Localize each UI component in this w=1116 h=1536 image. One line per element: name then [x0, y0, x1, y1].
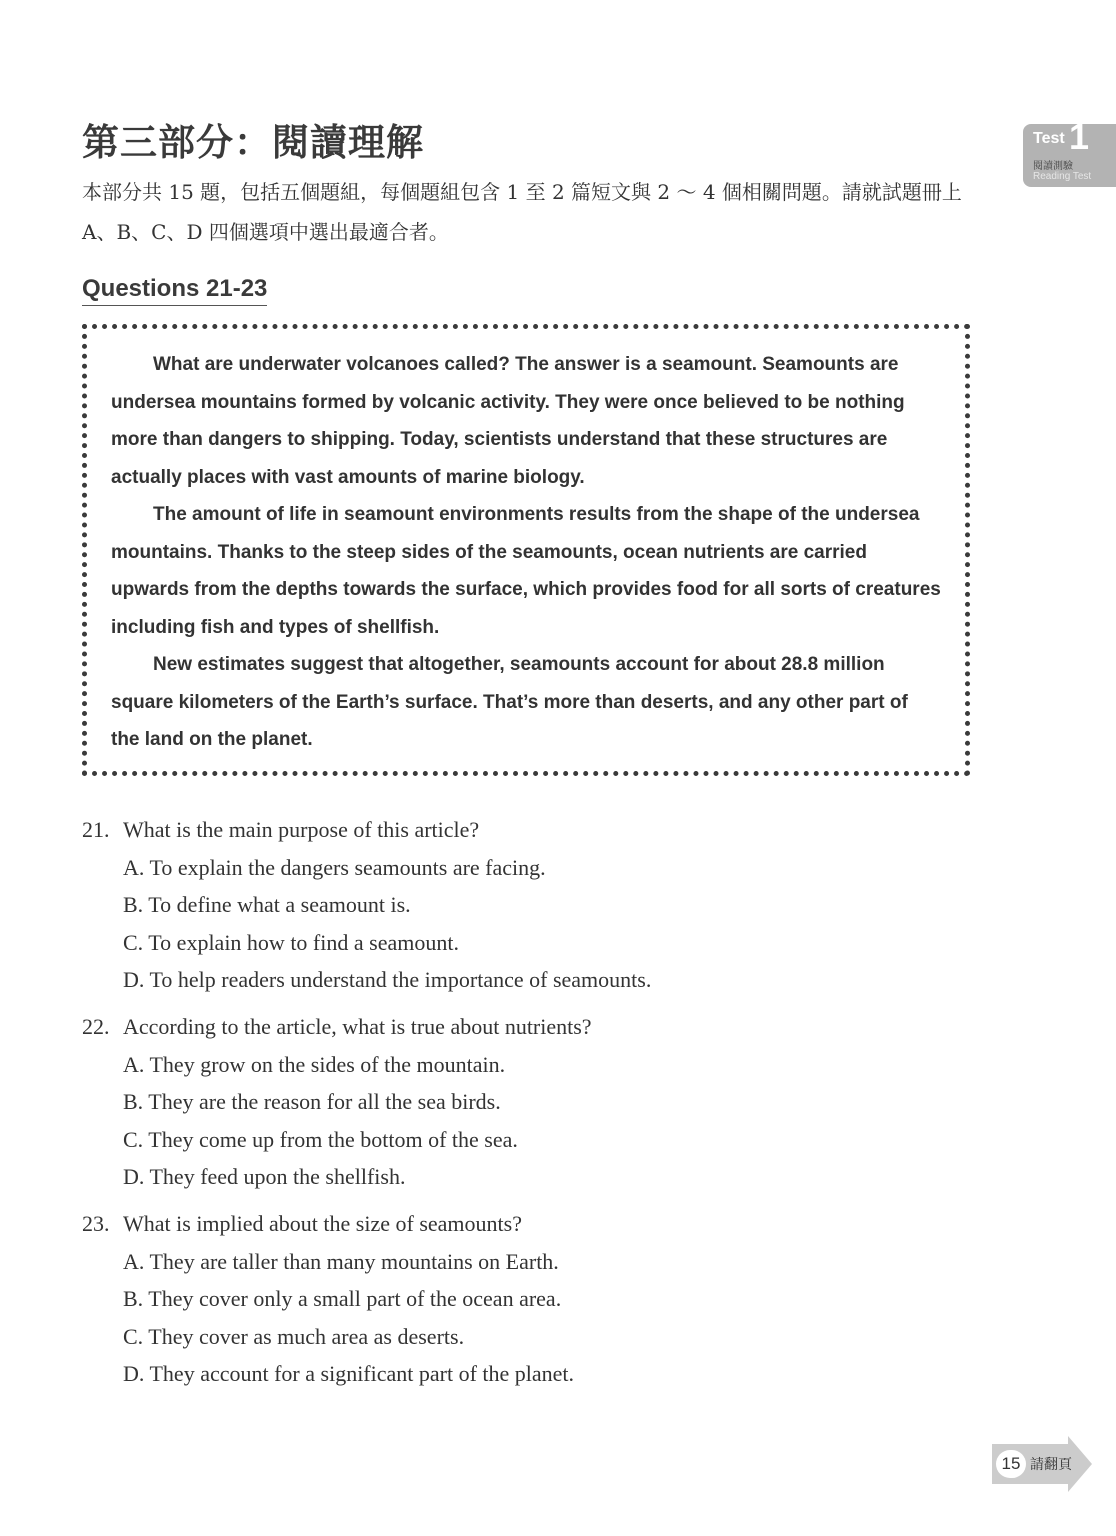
test-side-tab — [1023, 116, 1116, 187]
question-list — [82, 811, 882, 1402]
question-number: 23. — [82, 1211, 110, 1236]
answer-option: C. They come up from the bottom of the sea. — [123, 1126, 518, 1152]
answer-option: B. They cover only a small part of the ocean area. — [123, 1286, 562, 1311]
answer-option: B. They are the reason for all the sea birds. — [123, 1089, 501, 1114]
answer-option: B. To define what a seamount is. — [123, 892, 411, 917]
passage-paragraph: What are underwater volcanoes called? The answer is a seamount. Seamounts are undersea mountains formed by volcanic activity. They were once believed to be nothing more than dangers to shipping. Today, scientists understand that these structures are actually places with vast amounts of marine biology. — [111, 354, 905, 488]
question-22 — [82, 1008, 882, 1196]
question-text: What is implied about the size of seamounts? — [123, 1211, 522, 1236]
question-stem — [82, 1008, 882, 1046]
turn-page-label: 請翻頁 — [1030, 1457, 1072, 1473]
question-23 — [82, 1205, 882, 1393]
answer-option: A. They grow on the sides of the mountain. — [123, 1051, 506, 1077]
question-text: What is the main purpose of this article? — [123, 817, 480, 842]
question-stem — [82, 811, 882, 849]
section-instructions: 本部分共 15 題，包括五個題組，每個題組包含 1 至 2 篇短文與 2 ～ 4 個相關問題。請就試題冊上 A、B、C、D 四個選項中選出最適合者。 — [82, 180, 962, 244]
question-21 — [82, 811, 882, 999]
answer-option: D. To help readers understand the importance of seamounts. — [123, 967, 652, 992]
question-stem — [82, 1205, 882, 1243]
question-number: 22. — [82, 1014, 110, 1039]
answer-option: D. They feed upon the shellfish. — [123, 1164, 406, 1189]
answer-option: C. To explain how to find a seamount. — [123, 929, 459, 955]
passage-paragraph: The amount of life in seamount environments results from the shape of the undersea mountains. Thanks to the steep sides of the seamounts, ocean nutrients are carried upwards from the depths towards the surface, which provides food for all sorts of creatures including fish and types of shellfish. — [111, 504, 941, 638]
question-number: 21. — [82, 817, 110, 842]
answer-option: D. They account for a significant part of the planet. — [123, 1361, 575, 1386]
passage-paragraph: New estimates suggest that altogether, seamounts account for about 28.8 million square kilometers of the Earth’s surface. That’s more than deserts, and any other part of the land on the planet. — [111, 654, 908, 750]
tab-test-label: Test — [1033, 130, 1065, 147]
page-number: 15 — [996, 1450, 1026, 1478]
question-text: According to the article, what is true about nutrients? — [123, 1014, 592, 1039]
reading-passage — [111, 346, 941, 759]
section-title: 第三部分：閱讀理解 — [82, 121, 424, 164]
tab-subtitle-zh: 閱讀測驗 — [1033, 161, 1073, 172]
answer-option: A. They are taller than many mountains on Earth. — [123, 1248, 559, 1274]
page-turn-indicator — [992, 1436, 1094, 1492]
tab-subtitle-en: Reading Test — [1033, 171, 1092, 182]
answer-option: A. To explain the dangers seamounts are facing. — [123, 854, 546, 880]
tab-test-number: 1 — [1069, 116, 1090, 157]
question-group-heading: Questions 21-23 — [82, 274, 267, 306]
answer-option: C. They cover as much area as deserts. — [123, 1323, 465, 1349]
